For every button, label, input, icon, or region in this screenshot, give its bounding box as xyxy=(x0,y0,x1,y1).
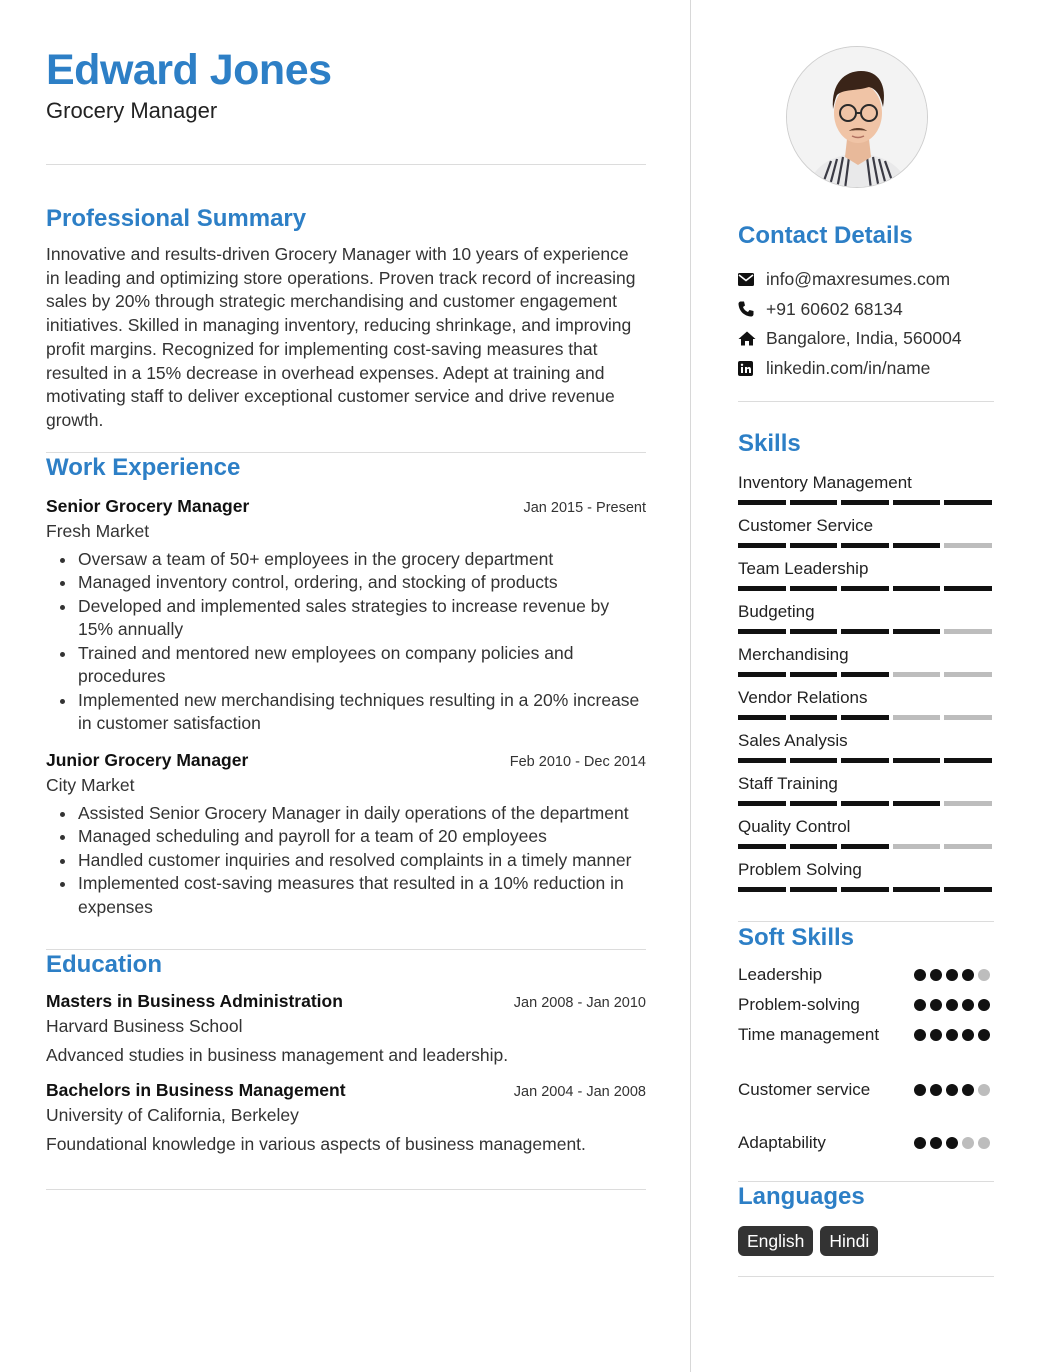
rating-dot xyxy=(946,1084,958,1096)
contact-divider xyxy=(738,401,994,402)
skill-level-bar xyxy=(738,844,994,849)
soft-skill-name: Time management xyxy=(738,1025,880,1044)
skill-level-segment xyxy=(944,887,992,892)
skill-level-segment xyxy=(841,801,889,806)
rating-dot xyxy=(962,999,974,1011)
skill-level-segment xyxy=(841,844,889,849)
rating-dot xyxy=(978,1029,990,1041)
phone-icon xyxy=(738,301,766,317)
skill-level-segment xyxy=(738,887,786,892)
skill-level-segment xyxy=(944,543,992,548)
contact-list xyxy=(738,265,994,383)
contact-address-row xyxy=(738,324,994,354)
skill-level-bar xyxy=(738,629,994,634)
skill-item xyxy=(738,773,994,816)
skill-level-segment xyxy=(790,672,838,677)
rating-dot xyxy=(962,1137,974,1149)
job-role: Junior Grocery Manager xyxy=(46,749,249,770)
skill-item xyxy=(738,601,994,644)
skills-divider xyxy=(738,921,994,922)
skill-level-segment xyxy=(738,543,786,548)
job-company: City Market xyxy=(46,774,135,795)
linkedin-icon xyxy=(738,361,766,376)
contact-heading: Contact Details xyxy=(738,222,913,249)
skill-name: Budgeting xyxy=(738,602,815,621)
rating-dot xyxy=(930,999,942,1011)
degree: Bachelors in Business Management xyxy=(46,1080,346,1101)
skill-item xyxy=(738,730,994,773)
languages-heading: Languages xyxy=(738,1183,865,1210)
degree: Masters in Business Administration xyxy=(46,991,343,1012)
skill-item xyxy=(738,558,994,601)
skill-level-segment xyxy=(738,715,786,720)
rating-dot xyxy=(914,999,926,1011)
skill-level-segment xyxy=(841,500,889,505)
job-entry xyxy=(46,496,646,736)
skill-level-segment xyxy=(944,801,992,806)
skill-level-segment xyxy=(944,629,992,634)
skill-level-segment xyxy=(893,887,941,892)
school: Harvard Business School xyxy=(46,1016,243,1037)
education-description: Advanced studies in business management and leadership. xyxy=(46,1045,509,1066)
school: University of California, Berkeley xyxy=(46,1105,299,1126)
job-bullet: Oversaw a team of 50+ employees in the grocery department xyxy=(78,548,646,572)
skill-level-segment xyxy=(944,844,992,849)
skill-level-segment xyxy=(893,500,941,505)
rating-dot xyxy=(978,969,990,981)
contact-email-row[interactable] xyxy=(738,265,994,295)
skill-level-segment xyxy=(841,715,889,720)
soft-skills-heading: Soft Skills xyxy=(738,924,855,951)
contact-phone-row[interactable] xyxy=(738,295,994,325)
skill-level-segment xyxy=(893,801,941,806)
job-entry xyxy=(46,750,646,920)
skill-level-bar xyxy=(738,801,994,806)
education-dates: Jan 2004 - Jan 2008 xyxy=(513,1084,646,1101)
skill-level-segment xyxy=(841,887,889,892)
contact-address: Bangalore, India, 560004 xyxy=(766,328,962,349)
skills-heading: Skills xyxy=(738,430,801,457)
skill-level-bar xyxy=(738,543,994,548)
skill-level-segment xyxy=(738,586,786,591)
education-entry xyxy=(46,991,646,1066)
skill-level-segment xyxy=(841,758,889,763)
rating-dot xyxy=(914,969,926,981)
contact-linkedin-row[interactable] xyxy=(738,354,994,384)
soft-skill-rating xyxy=(914,963,994,993)
skill-level-segment xyxy=(790,801,838,806)
skill-name: Inventory Management xyxy=(738,473,912,492)
skill-name: Vendor Relations xyxy=(738,688,868,707)
skill-level-segment xyxy=(738,629,786,634)
rating-dot xyxy=(962,969,974,981)
skill-item xyxy=(738,859,994,902)
skill-level-segment xyxy=(944,672,992,677)
skills-list xyxy=(738,472,994,902)
skill-level-bar xyxy=(738,500,994,505)
skill-level-segment xyxy=(841,586,889,591)
soft-skill-item xyxy=(738,993,994,1023)
skill-level-segment xyxy=(944,758,992,763)
skill-name: Problem Solving xyxy=(738,860,862,879)
skill-name: Customer Service xyxy=(738,516,874,535)
rating-dot xyxy=(978,1084,990,1096)
skill-level-bar xyxy=(738,887,994,892)
soft-skill-rating xyxy=(914,993,994,1023)
home-icon xyxy=(738,331,766,346)
skill-item xyxy=(738,687,994,730)
skill-level-segment xyxy=(893,844,941,849)
avatar-illustration xyxy=(787,47,928,188)
skill-level-segment xyxy=(790,543,838,548)
experience-divider xyxy=(46,949,646,950)
soft-skill-name: Leadership xyxy=(738,965,823,984)
soft-skill-name: Problem-solving xyxy=(738,995,860,1014)
candidate-name: Edward Jones xyxy=(46,46,332,94)
job-bullet: Implemented new merchandising techniques resulting in a 20% increase in customer satisfaction xyxy=(78,689,646,736)
summary-divider xyxy=(46,452,646,453)
summary-heading: Professional Summary xyxy=(46,205,307,232)
rating-dot xyxy=(946,969,958,981)
skill-item xyxy=(738,515,994,558)
skill-level-segment xyxy=(790,715,838,720)
rating-dot xyxy=(914,1137,926,1149)
column-divider xyxy=(690,0,691,1372)
skill-level-segment xyxy=(841,672,889,677)
skill-level-segment xyxy=(790,629,838,634)
skill-level-segment xyxy=(893,586,941,591)
soft-skill-item xyxy=(738,1131,994,1171)
rating-dot xyxy=(930,1029,942,1041)
rating-dot xyxy=(946,1137,958,1149)
education-description: Foundational knowledge in various aspects of business management. xyxy=(46,1134,586,1155)
skill-level-segment xyxy=(790,887,838,892)
skill-level-bar xyxy=(738,672,994,677)
soft-skill-name: Customer service xyxy=(738,1080,871,1099)
skill-level-segment xyxy=(944,500,992,505)
education-dates: Jan 2008 - Jan 2010 xyxy=(513,995,646,1012)
skill-level-segment xyxy=(738,758,786,763)
rating-dot xyxy=(978,999,990,1011)
skill-level-segment xyxy=(790,844,838,849)
contact-phone: +91 60602 68134 xyxy=(766,298,903,319)
skill-item xyxy=(738,472,994,515)
skill-name: Team Leadership xyxy=(738,559,869,578)
soft-skill-name: Adaptability xyxy=(738,1133,826,1152)
soft-skill-rating xyxy=(914,1023,994,1078)
job-bullet: Managed scheduling and payroll for a team of 20 employees xyxy=(78,825,646,849)
job-bullet: Implemented cost-saving measures that resulted in a 10% reduction in expenses xyxy=(78,872,646,919)
contact-linkedin: linkedin.com/in/name xyxy=(766,357,931,378)
main-column xyxy=(46,46,646,1190)
skill-level-segment xyxy=(944,586,992,591)
skill-level-segment xyxy=(893,715,941,720)
skill-level-segment xyxy=(738,500,786,505)
skill-level-segment xyxy=(790,500,838,505)
job-company: Fresh Market xyxy=(46,520,150,541)
rating-dot xyxy=(914,1084,926,1096)
education-entry xyxy=(46,1080,646,1155)
profile-photo xyxy=(786,46,928,188)
skill-name: Quality Control xyxy=(738,817,851,836)
rating-dot xyxy=(930,1137,942,1149)
rating-dot xyxy=(962,1084,974,1096)
job-role: Senior Grocery Manager xyxy=(46,495,250,516)
skill-name: Merchandising xyxy=(738,645,849,664)
soft-skill-rating xyxy=(914,1078,994,1131)
rating-dot xyxy=(930,1084,942,1096)
languages-divider xyxy=(738,1276,994,1277)
soft-skill-item xyxy=(738,963,994,993)
education-heading: Education xyxy=(46,951,163,979)
envelope-icon xyxy=(738,273,766,286)
job-bullet: Handled customer inquiries and resolved complaints in a timely manner xyxy=(78,849,646,873)
skill-level-segment xyxy=(893,629,941,634)
skill-level-bar xyxy=(738,715,994,720)
skill-item xyxy=(738,644,994,687)
contact-email: info@maxresumes.com xyxy=(766,269,951,290)
skill-level-segment xyxy=(738,844,786,849)
job-dates: Jan 2015 - Present xyxy=(523,499,646,516)
job-bullet: Developed and implemented sales strategies to increase revenue by 15% annually xyxy=(78,595,646,642)
soft-skill-item xyxy=(738,1023,994,1078)
job-bullets xyxy=(46,802,646,920)
skill-level-segment xyxy=(893,758,941,763)
job-bullet: Trained and mentored new employees on company policies and procedures xyxy=(78,642,646,689)
skill-name: Staff Training xyxy=(738,774,838,793)
languages-list xyxy=(738,1226,878,1256)
job-dates: Feb 2010 - Dec 2014 xyxy=(509,753,646,770)
skill-item xyxy=(738,816,994,859)
skill-level-segment xyxy=(893,672,941,677)
soft-skill-rating xyxy=(914,1131,994,1171)
job-bullet: Managed inventory control, ordering, and stocking of products xyxy=(78,571,646,595)
job-bullets xyxy=(46,548,646,736)
skill-level-segment xyxy=(841,629,889,634)
skill-name: Sales Analysis xyxy=(738,731,848,750)
skill-level-segment xyxy=(944,715,992,720)
soft-skills-divider xyxy=(738,1181,994,1182)
soft-skill-item xyxy=(738,1078,994,1131)
skill-level-segment xyxy=(738,801,786,806)
rating-dot xyxy=(914,1029,926,1041)
experience-heading: Work Experience xyxy=(46,453,241,481)
skill-level-segment xyxy=(790,758,838,763)
soft-skills-list xyxy=(738,963,994,1171)
rating-dot xyxy=(946,999,958,1011)
skill-level-segment xyxy=(841,543,889,548)
skill-level-bar xyxy=(738,586,994,591)
skill-level-bar xyxy=(738,758,994,763)
skill-level-segment xyxy=(738,672,786,677)
language-tag: Hindi xyxy=(820,1226,878,1256)
education-divider xyxy=(46,1189,646,1190)
summary-text: Innovative and results-driven Grocery Manager with 10 years of experience in leading and optimizing store operations. Proven track record of increasing sales by 20% through strategic merchandising and customer engagement initiatives. Skilled in managing inventory, reducing shrinkage, and improving profit margins. Recognized for implementing cost-saving measures that resulted in a 15% decrease in overhead expenses. Adept at training and motivating staff to deliver exceptional customer service and drive revenue growth. xyxy=(46,244,636,430)
rating-dot xyxy=(946,1029,958,1041)
rating-dot xyxy=(930,969,942,981)
candidate-title: Grocery Manager xyxy=(46,98,218,123)
rating-dot xyxy=(978,1137,990,1149)
rating-dot xyxy=(962,1029,974,1041)
skill-level-segment xyxy=(790,586,838,591)
job-bullet: Assisted Senior Grocery Manager in daily operations of the department xyxy=(78,802,646,826)
language-tag: English xyxy=(738,1226,813,1256)
header-divider xyxy=(46,164,646,165)
skill-level-segment xyxy=(893,543,941,548)
